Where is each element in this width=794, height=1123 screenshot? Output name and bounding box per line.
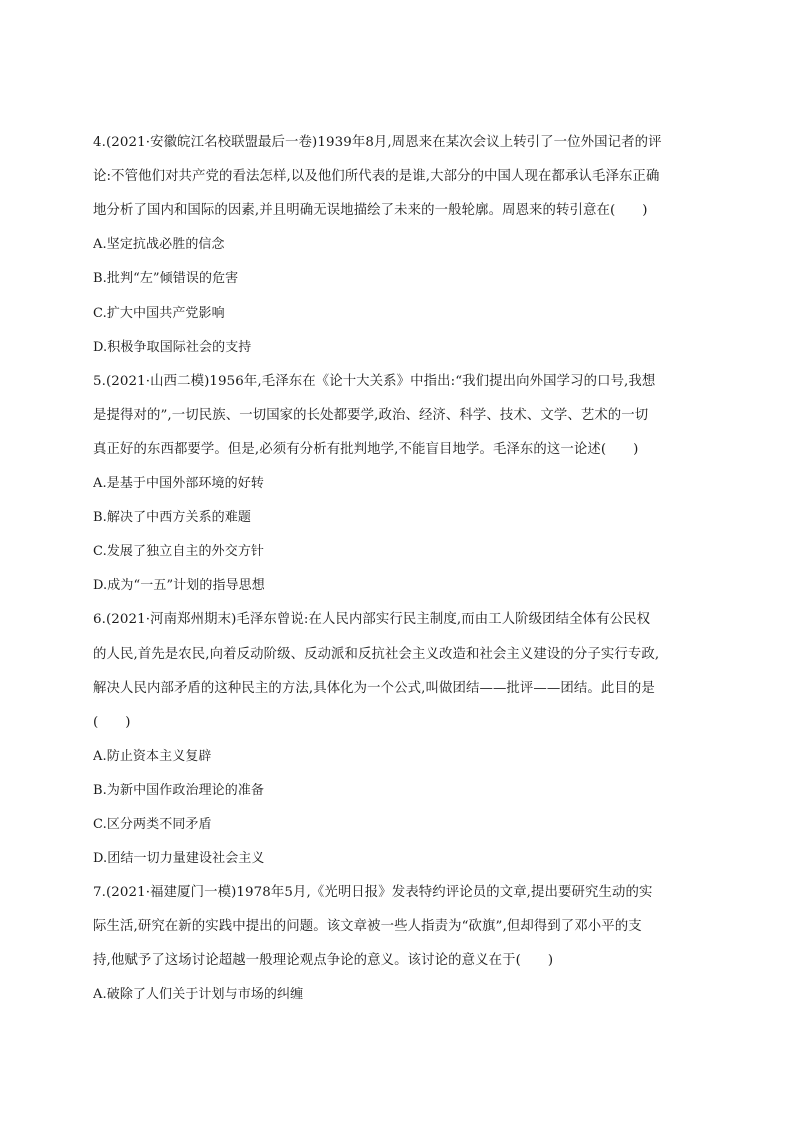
question-6-option-c: C.区分两类不同矛盾 (93, 817, 212, 832)
question-6-stem-line-2: 的人民,首先是农民,向着反动阶级、反动派和反抗社会主义改造和社会主义建设的分子实行专政, (93, 647, 660, 662)
question-5-stem-line-3: 真正好的东西都要学。但是,必须有分析有批判地学,不能盲目地学。毛泽东的这一论述( ) (93, 442, 639, 457)
question-7-stem-line-2: 际生活,研究在新的实践中提出的问题。该文章被一些人指责为“砍旗”,但却得到了邓小平的支 (93, 919, 642, 934)
question-6-option-d: D.团结一切力量建设社会主义 (93, 851, 265, 866)
question-7-option-a: A.破除了人们关于计划与市场的纠缠 (93, 987, 304, 1002)
question-5-option-c: C.发展了独立自主的外交方针 (93, 544, 265, 559)
question-4-option-a: A.坚定抗战必胜的信念 (93, 237, 225, 252)
question-4-stem-line-1: 4.(2021·安徽皖江名校联盟最后一卷)1939年8月,周恩来在某次会议上转引了一位外国记者的评 (93, 135, 662, 150)
question-5-option-b: B.解决了中西方关系的难题 (93, 510, 251, 525)
question-7-stem-line-1: 7.(2021·福建厦门一模)1978年5月,《光明日报》发表特约评论员的文章,提出要研究生动的实 (93, 885, 653, 900)
question-5-option-d: D.成为“一五”计划的指导思想 (93, 578, 265, 593)
question-5-stem-line-1: 5.(2021·山西二模)1956年,毛泽东在《论十大关系》中指出:“我们提出向外国学习的口号,我想 (93, 374, 656, 389)
question-6-option-b: B.为新中国作政治理论的准备 (93, 783, 265, 798)
question-4-option-d: D.积极争取国际社会的支持 (93, 340, 252, 355)
question-5-option-a: A.是基于中国外部环境的好转 (93, 476, 264, 491)
question-4-option-c: C.扩大中国共产党影响 (93, 306, 225, 321)
question-6-stem-line-1: 6.(2021·河南郑州期末)毛泽东曾说:在人民内部实行民主制度,而由工人阶级团结全体有公民权 (93, 612, 651, 627)
question-4-stem-line-3: 地分析了国内和国际的因素,并且明确无误地描绘了未来的一般轮廓。周恩来的转引意在( ) (93, 203, 648, 218)
question-4-stem-line-2: 论:不管他们对共产党的看法怎样,以及他们所代表的是谁,大部分的中国人现在都承认毛泽东正确 (93, 169, 660, 184)
question-6-stem-line-3: 解决人民内部矛盾的这种民主的方法,具体化为一个公式,叫做团结——批评——团结。此目的是 (93, 681, 655, 696)
question-5-stem-line-2: 是提得对的”,一切民族、一切国家的长处都要学,政治、经济、科学、技术、文学、艺术的一切 (93, 408, 649, 423)
question-6-option-a: A.防止资本主义复辟 (93, 749, 212, 764)
question-4-option-b: B.批判“左”倾错误的危害 (93, 271, 239, 286)
question-7-stem-line-3: 持,他赋予了这场讨论超越一般理论观点争论的意义。该讨论的意义在于( ) (93, 953, 554, 968)
question-6-stem-line-4: ( ) (93, 715, 131, 730)
